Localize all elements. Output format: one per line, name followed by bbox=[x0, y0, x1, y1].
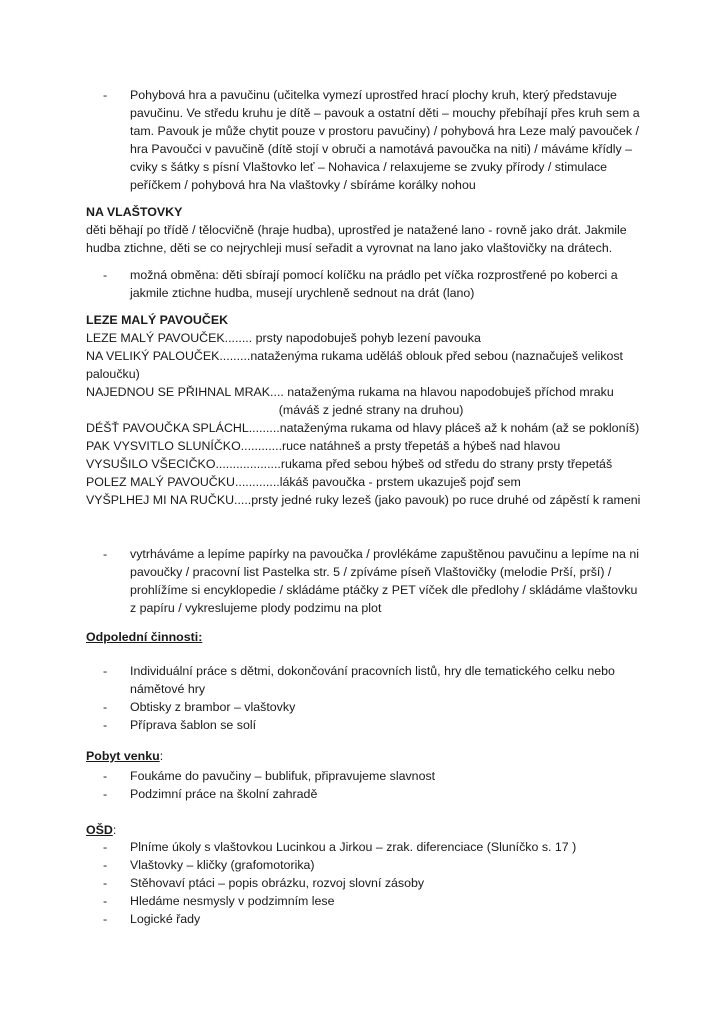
osd-list bbox=[86, 838, 646, 928]
text-line: děti běhají po třídě / tělocvičně (hraje hudba), uprostřed je natažené lano - rovně jako drát. Jakmile bbox=[86, 223, 627, 237]
list-item bbox=[86, 892, 646, 910]
text-line: jakmile ztichne hudba, musejí urychleně sednout na drát (lano) bbox=[130, 286, 475, 300]
list-item bbox=[86, 545, 646, 617]
dash-bullet: - bbox=[103, 547, 108, 561]
text-line: Individuální práce s dětmi, dokončování pracovních listů, hry dle tematického celku nebo bbox=[130, 664, 615, 678]
text-line: z papíru / vykreslujeme plody podzimu na plot bbox=[130, 601, 382, 615]
dash-bullet: - bbox=[103, 840, 108, 854]
text-line: paloučku) bbox=[86, 367, 140, 381]
odpoledni-list bbox=[86, 662, 646, 734]
section-heading bbox=[86, 821, 646, 839]
section-heading: Odpolední činnosti: bbox=[86, 630, 203, 644]
section-heading: NA VLAŠTOVKY bbox=[86, 205, 183, 219]
text-line: NA VELIKÝ PALOUČEK.........nataženýma rukama uděláš oblouk před sebou (naznačuješ velikost bbox=[86, 349, 623, 363]
pobyt-list bbox=[86, 767, 646, 803]
na-vlastovky-section bbox=[86, 203, 646, 257]
text-line: možná obměna: děti sbírají pomocí kolíčku na prádlo pet víčka rozprostřené po koberci a bbox=[130, 268, 618, 282]
text-line: Příprava šablon se solí bbox=[130, 718, 257, 732]
text-line: Foukáme do pavučiny – bublifuk, připravujeme slavnost bbox=[130, 769, 436, 783]
list-item bbox=[86, 86, 646, 194]
heading-text: OŠD bbox=[86, 823, 113, 837]
heading-colon: : bbox=[112, 823, 117, 837]
dash-bullet: - bbox=[103, 876, 108, 890]
text-line: Pohybová hra a pavučinu (učitelka vymezí uprostřed hrací plochy kruh, který představuje bbox=[130, 88, 617, 102]
list-item bbox=[86, 838, 646, 856]
list-item bbox=[86, 910, 646, 928]
text-line: tam. Pavouk je může chytit pouze v prostoru pavučiny) / pohybová hra Leze malý pavouček / bbox=[130, 124, 639, 138]
dash-bullet: - bbox=[103, 912, 108, 926]
dash-bullet: - bbox=[103, 700, 108, 714]
pobyt-section bbox=[86, 747, 646, 765]
list-item bbox=[86, 662, 646, 698]
dash-bullet: - bbox=[103, 787, 108, 801]
text-line: POLEZ MALÝ PAVOUČKU.............lákáš pavoučka - prstem ukazuješ pojď sem bbox=[86, 475, 521, 489]
text-line: (máváš z jedné strany na druhou) bbox=[86, 403, 464, 417]
dash-bullet: - bbox=[103, 769, 108, 783]
list-item bbox=[86, 716, 646, 734]
text-line: NAJEDNOU SE PŘIHNAL MRAK.... nataženýma rukama na hlavou napodobuješ příchod mraku bbox=[86, 385, 614, 399]
text-line: prohlížíme si encyklopedie / skládáme ptáčky z PET víček dle předlohy / skládáme vlaštovku bbox=[130, 583, 638, 597]
text-line: PAK VYSVITLO SLUNÍČKO............ruce natáhneš a prsty třepetáš a hýbeš nad hlavou bbox=[86, 439, 561, 453]
text-line: pavoučky / pracovní list Pastelka str. 5 / zpíváme píseň Vlaštovičky (melodie Prší, prší) / bbox=[130, 565, 612, 579]
text-line: DÉŠŤ PAVOUČKA SPLÁCHL.........nataženýma rukama od hlavy pláceš až k nohám (až se pokloníš) bbox=[86, 421, 640, 435]
text-line: VYŠPLHEJ MI NA RUČKU.....prsty jedné ruky lezeš (jako pavouk) po ruce druhé od zápěstí k rameni bbox=[86, 493, 641, 507]
text-line: hra Pavoučci v pavučině (dítě stojí v obruči a namotává pavoučka na niti) / máváme křídly – bbox=[130, 142, 633, 156]
text-line: pavučinu. Ve středu kruhu je dítě – pavouk a ostatní děti – mouchy přebíhají přes kruh sem a bbox=[130, 106, 640, 120]
dash-bullet: - bbox=[103, 894, 108, 908]
list-item bbox=[86, 874, 646, 892]
text-line: Plníme úkoly s vlaštovkou Lucinkou a Jirkou – zrak. diferenciace (Sluníčko s. 17 ) bbox=[130, 840, 577, 854]
intro-section bbox=[86, 86, 646, 194]
dash-bullet: - bbox=[103, 268, 108, 282]
variant-section bbox=[86, 266, 646, 302]
text-line: vytrháváme a lepíme papírky na pavoučka / provlékáme zapuštěnou pavučinu a lepíme na ni bbox=[130, 547, 639, 561]
text-line: peříčkem / pohybová hra Na vlaštovky / sbíráme korálky nohou bbox=[130, 178, 476, 192]
text-line: Logické řady bbox=[130, 912, 201, 926]
section-heading: LEZE MALÝ PAVOUČEK bbox=[86, 313, 229, 327]
list-item bbox=[86, 856, 646, 874]
text-line: LEZE MALÝ PAVOUČEK........ prsty napodobuješ pohyb lezení pavouka bbox=[86, 331, 481, 345]
text-line: hudba ztichne, děti se co nejrychleji musí seřadit a vyrovnat na lano jako vlaštovičky na drátech. bbox=[86, 241, 613, 255]
osd-section bbox=[86, 821, 646, 839]
dash-bullet: - bbox=[103, 88, 108, 102]
text-line: námětové hry bbox=[130, 682, 206, 696]
dash-bullet: - bbox=[103, 858, 108, 872]
list-item bbox=[86, 767, 646, 785]
text-line: Hledáme nesmysly v podzimním lese bbox=[130, 894, 335, 908]
leze-section bbox=[86, 311, 646, 509]
list-item bbox=[86, 785, 646, 803]
heading-text: Pobyt venku bbox=[86, 749, 160, 763]
list-item bbox=[86, 698, 646, 716]
heading-colon: : bbox=[159, 749, 164, 763]
text-line: Podzimní práce na školní zahradě bbox=[130, 787, 318, 801]
section-heading bbox=[86, 747, 646, 765]
dash-bullet: - bbox=[103, 718, 108, 732]
text-line: Vlaštovky – kličky (grafomotorika) bbox=[130, 858, 315, 872]
list-item bbox=[86, 266, 646, 302]
dash-bullet: - bbox=[103, 664, 108, 678]
text-line: VYSUŠILO VŠECIČKO...................rukama před sebou hýbeš od středu do strany prsty třepetáš bbox=[86, 457, 613, 471]
craft-section bbox=[86, 545, 646, 617]
odpoledni-section bbox=[86, 628, 646, 646]
text-line: Stěhovaví ptáci – popis obrázku, rozvoj slovní zásoby bbox=[130, 876, 425, 890]
text-line: cviky s šátky s písní Vlaštovko leť – Nohavica / relaxujeme se zvuky přírody / stimulace bbox=[130, 160, 608, 174]
text-line: Obtisky z brambor – vlaštovky bbox=[130, 700, 296, 714]
